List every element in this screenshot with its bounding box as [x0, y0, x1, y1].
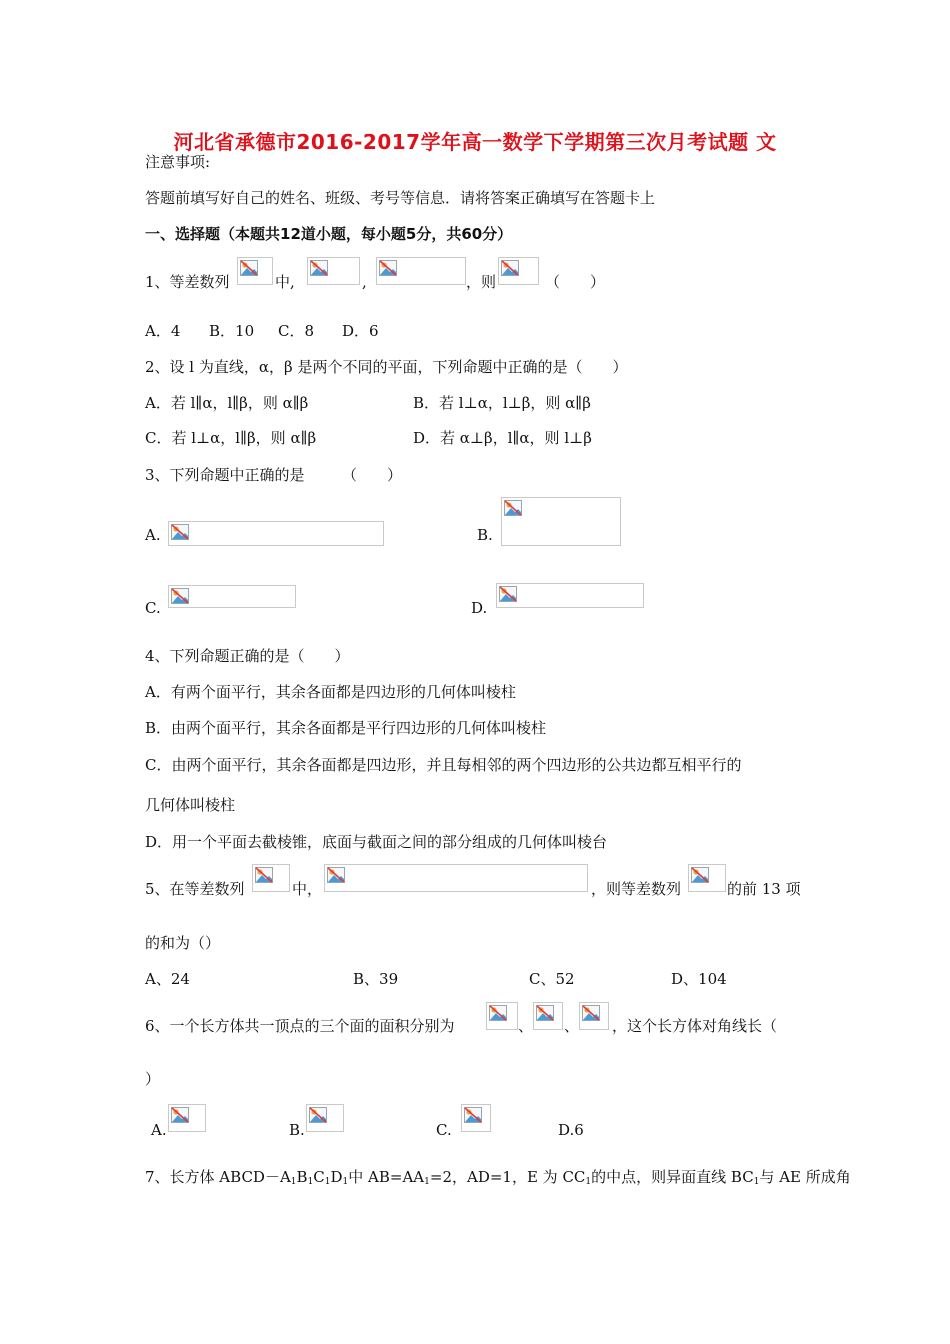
option-d: D.	[471, 599, 488, 617]
option-c: C．由两个面平行，其余各面都是四边形，并且每相邻的两个四边形的公共边都互相平行的	[145, 756, 742, 774]
question-3-stem: 3、下列命题中正确的是 （ ）	[145, 466, 403, 484]
question-5-text: 中，	[292, 880, 323, 898]
option-c: C、52	[529, 970, 575, 988]
question-6-prefix: 6、一个长方体共一顶点的三个面的面积分别为	[145, 1017, 455, 1035]
option-b: B．由两个面平行，其余各面都是平行四边形的几何体叫棱柱	[145, 719, 547, 737]
option-d: D．若 α⊥β，l∥α，则 l⊥β	[413, 429, 592, 447]
broken-image-icon	[310, 260, 328, 276]
broken-image-icon	[504, 500, 522, 516]
option-b: B．10	[209, 322, 255, 340]
option-c-continued: 几何体叫棱柱	[145, 796, 236, 814]
broken-image-icon	[464, 1107, 482, 1123]
broken-image-icon	[240, 260, 258, 276]
notice-text: 答题前填写好自己的姓名、班级、考号等信息．请将答案正确填写在答题卡上	[145, 189, 656, 207]
question-1-paren: （ ）	[545, 273, 606, 291]
option-c: C.	[436, 1121, 452, 1139]
broken-image-icon	[379, 260, 397, 276]
formula-image	[237, 257, 273, 285]
notice-heading: 注意事项:	[145, 153, 211, 171]
broken-image-icon	[255, 867, 273, 883]
formula-image	[688, 864, 726, 892]
broken-image-icon	[499, 586, 517, 602]
formula-image	[252, 864, 290, 892]
formula-image	[168, 1104, 206, 1132]
option-a: A、24	[145, 970, 190, 988]
question-5-continued: 的和为（）	[145, 934, 221, 952]
option-b: B.	[289, 1121, 305, 1139]
option-d: D．6	[342, 322, 379, 340]
question-7-stem: 7、长方体 $ABCD-A_1B_1C_1D_1$中 $AB=AA_1=2$，AD=1，E 为 $CC_1$的中点，则异面直线 $BC_1$与 AE 所成角	[145, 1168, 851, 1187]
question-1-text: ，则	[466, 273, 497, 291]
formula-image	[486, 1002, 518, 1030]
question-5-text: ，则等差数列	[591, 880, 682, 898]
question-6-text: 、	[518, 1017, 534, 1035]
option-c: C．若 l⊥α，l∥β，则 α∥β	[145, 429, 317, 447]
broken-image-icon	[582, 1005, 600, 1021]
option-d: D．用一个平面去截棱锥，底面与截面之间的部分组成的几何体叫棱台	[145, 833, 608, 851]
question-2-stem: 2、设 l 为直线，α，β 是两个不同的平面，下列命题中正确的是（ ）	[145, 358, 628, 376]
broken-image-icon	[309, 1107, 327, 1123]
broken-image-icon	[171, 588, 189, 604]
question-6-text: 、	[564, 1017, 580, 1035]
section-heading: 一、选择题（本题共12道小题，每小题5分，共60分）	[145, 225, 513, 243]
broken-image-icon	[691, 867, 709, 883]
broken-image-icon	[171, 1107, 189, 1123]
question-1-text: ,	[362, 273, 367, 291]
question-5-prefix: 5、在等差数列	[145, 880, 245, 898]
formula-image	[306, 1104, 344, 1132]
formula-image	[579, 1002, 609, 1030]
question-6-continued: ）	[145, 1070, 161, 1088]
option-c: C.	[145, 599, 161, 617]
question-6-text: ，这个长方体对角线长（	[612, 1017, 778, 1035]
option-d: D、104	[671, 970, 727, 988]
formula-image	[376, 257, 466, 285]
option-a: A．若 l∥α，l∥β，则 α∥β	[145, 394, 309, 412]
option-b: B．若 l⊥α，l⊥β，则 α∥β	[413, 394, 591, 412]
option-d: D.6	[558, 1121, 584, 1139]
question-5-text: 的前 13 项	[727, 880, 801, 898]
question-1-prefix: 1、等差数列	[145, 273, 230, 291]
broken-image-icon	[171, 524, 189, 540]
formula-image	[168, 521, 384, 546]
formula-image	[498, 257, 539, 285]
broken-image-icon	[536, 1005, 554, 1021]
formula-image	[307, 257, 360, 285]
formula-image	[501, 497, 621, 546]
option-a: A.	[151, 1121, 167, 1139]
broken-image-icon	[501, 260, 519, 276]
broken-image-icon	[327, 867, 345, 883]
option-c: C．8	[278, 322, 315, 340]
formula-image	[168, 585, 296, 608]
option-b: B.	[477, 526, 493, 544]
option-b: B、39	[353, 970, 399, 988]
option-a: A．有两个面平行，其余各面都是四边形的几何体叫棱柱	[145, 683, 516, 701]
formula-image	[461, 1104, 491, 1132]
broken-image-icon	[489, 1005, 507, 1021]
page-title: 河北省承德市2016-2017学年高一数学下学期第三次月考试题 文	[173, 130, 777, 154]
option-a: A．4	[145, 322, 181, 340]
formula-image	[496, 583, 644, 608]
formula-image	[533, 1002, 563, 1030]
question-4-stem: 4、下列命题正确的是（ ）	[145, 647, 350, 665]
question-1-text: 中,	[275, 273, 295, 291]
option-a: A.	[145, 526, 161, 544]
formula-image	[324, 864, 588, 892]
